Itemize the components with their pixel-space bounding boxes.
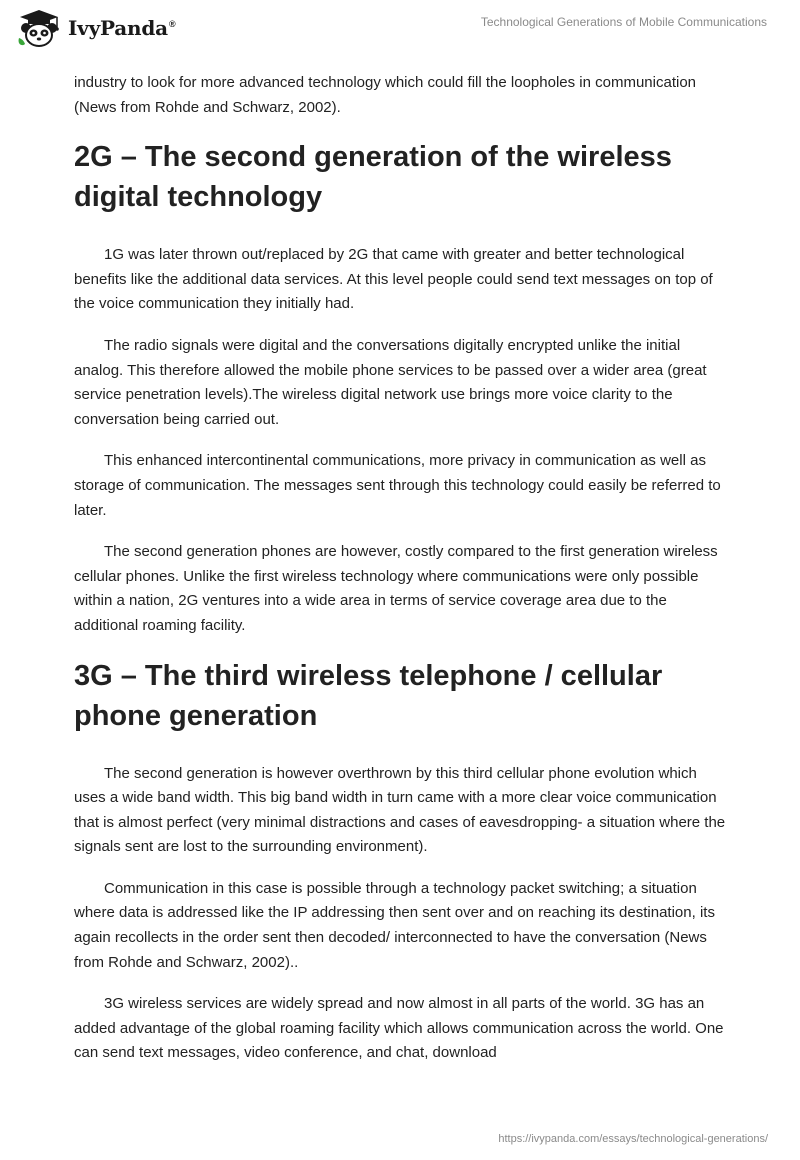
paragraph: This enhanced intercontinental communications, more privacy in communication as well as storage of communication. The messages sent through this technology could easily be referred to later. <box>74 452 721 519</box>
page-header <box>0 0 800 64</box>
paragraph: 3G wireless services are widely spread and now almost in all parts of the world. 3G has an added advantage of the global roaming facility which allows communication across the world. One can send text messages, video conference, and chat, download <box>74 995 724 1062</box>
paragraph: Communication in this case is possible through a technology packet switching; a situation where data is addressed like the IP addressing then sent over and on reaching its destination, its again recollects in the order sent then decoded/ interconnected to have the conversation (News from Rohde and Schwarz, 2002).. <box>74 879 715 971</box>
essay-body <box>74 71 726 1083</box>
source-url[interactable]: https://ivypanda.com/essays/technological-generations/ <box>498 1133 768 1145</box>
intro-paragraph: industry to look for more advanced technology which could fill the loopholes in communication (News from Rohde and Schwarz, 2002). <box>74 74 697 116</box>
ivypanda-logo[interactable] <box>16 8 175 48</box>
heading-2g: 2G – The second generation of the wireless digital technology <box>74 141 672 214</box>
heading-3g: 3G – The third wireless telephone / cellular phone generation <box>74 659 663 732</box>
paragraph: 1G was later thrown out/replaced by 2G that came with greater and better technological benefits like the additional data services. At this level people could send text messages on top of the voice communication they initially had. <box>74 246 713 313</box>
panda-graduate-icon <box>16 8 62 48</box>
logo-wordmark: IvyPanda® <box>68 16 176 40</box>
paragraph: The radio signals were digital and the conversations digitally encrypted unlike the initial analog. This therefore allowed the mobile phone services to be passed over a wider area (great service penetration levels).The wireless digital network use brings more voice clarity to the conversation being carried out. <box>74 336 707 428</box>
paragraph: The second generation is however overthrown by this third cellular phone evolution which uses a wide band width. This big band width in turn came with a more clear voice communication that is almost perfect (very minimal distractions and cases of eavesdropping- a situation where the signals sent are lost to the surrounding environment). <box>74 764 726 856</box>
document-title: Technological Generations of Mobile Communications <box>480 15 767 29</box>
paragraph: The second generation phones are however, costly compared to the first generation wireless cellular phones. Unlike the first wireless technology where communications were only possible within a nation, 2G ventures into a wide area in terms of service coverage area due to the additional roaming facility. <box>74 543 718 634</box>
